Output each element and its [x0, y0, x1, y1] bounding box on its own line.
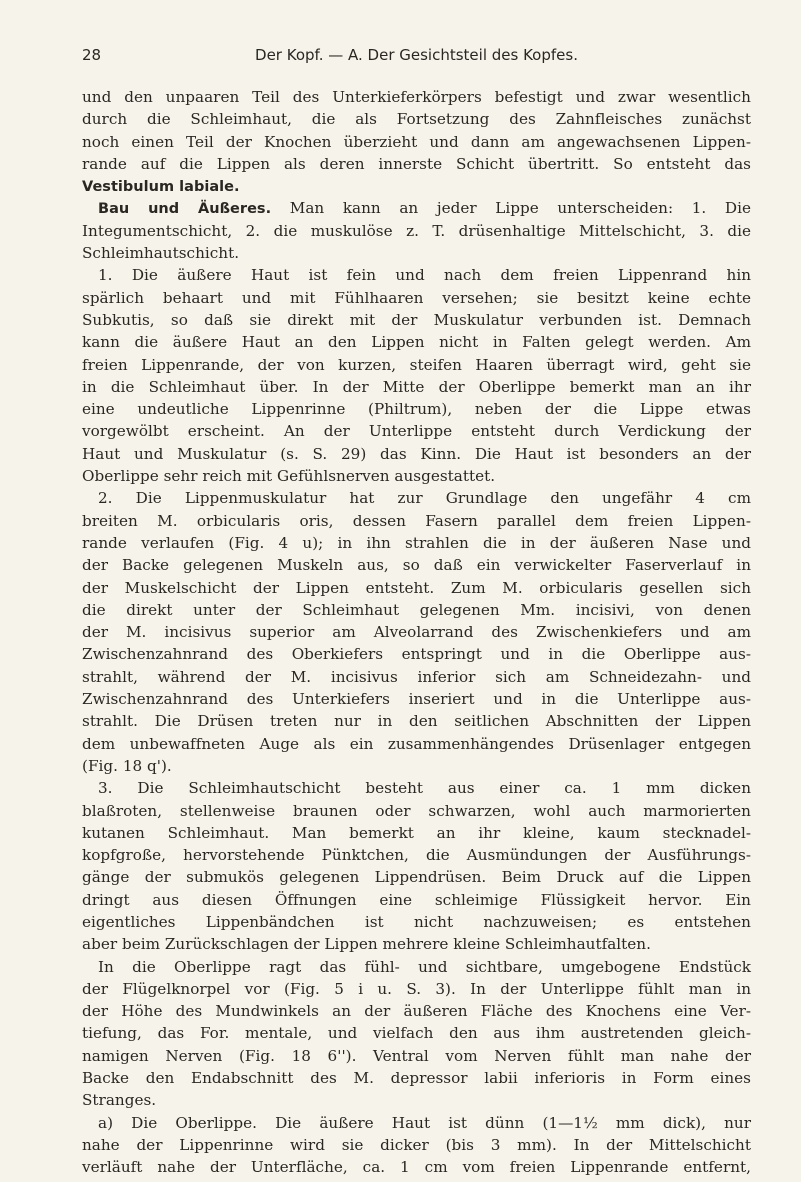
text-line: kutanen Schleimhaut. Man bemerkt an ihr kleine, kaum stecknadel- — [82, 823, 751, 842]
text-line: 2. Die Lippenmuskulatur hat zur Grundlage den ungefähr 4 cm — [98, 489, 751, 508]
text-line: Integumentschicht, 2. die muskulöse z. T. drüsenhaltige Mittelschicht, 3. die — [82, 221, 751, 240]
text-line: spärlich behaart und mit Fühlhaaren versehen; sie besitzt keine echte — [82, 288, 751, 307]
text-line: eigentliches Lippenbändchen ist nicht nachzuweisen; es entstehen — [82, 912, 751, 931]
text-line: der Höhe des Mundwinkels an der äußeren Fläche des Knochens eine Ver- — [82, 1002, 751, 1021]
text-line: Vestibulum labiale. — [82, 179, 240, 196]
text-line: freien Lippenrande, der von kurzen, steifen Haaren überragt wird, geht sie — [82, 355, 751, 374]
text-line: rande auf die Lippen als deren innerste Schicht übertritt. So entsteht das — [82, 154, 751, 173]
running-head — [82, 46, 751, 74]
text-line: in die Schleimhaut über. In der Mitte der Oberlippe bemerkt man an ihr — [82, 377, 751, 396]
text-line: aber beim Zurückschlagen der Lippen mehrere kleine Schleimhautfalten. — [82, 935, 651, 954]
text-line: gänge der submukös gelegenen Lippendrüsen. Beim Druck auf die Lippen — [82, 868, 751, 887]
text-line: dringt aus diesen Öffnungen eine schleimige Flüssigkeit hervor. Ein — [82, 890, 751, 909]
text-line: rande verlaufen (Fig. 4 u); in ihn strahlen die in der äußeren Nase und — [82, 533, 751, 552]
text-line: Oberlippe sehr reich mit Gefühlsnerven ausgestattet. — [82, 467, 496, 486]
text-line: Zwischenzahnrand des Unterkiefers inseriert und in die Unterlippe aus- — [82, 690, 751, 709]
text-line: a) Die Oberlippe. Die äußere Haut ist dünn (1—1½ mm dick), nur — [98, 1113, 751, 1132]
text-line: noch einen Teil der Knochen überzieht und dann am angewachsenen Lippen- — [82, 132, 751, 151]
text-line: In die Oberlippe ragt das fühl- und sichtbare, umgebogene Endstück — [98, 957, 751, 976]
text-line: Zwischenzahnrand des Oberkiefers entspringt und in die Oberlippe aus- — [82, 645, 751, 664]
text-line: 3. Die Schleimhautschicht besteht aus einer ca. 1 mm dicken — [98, 779, 751, 798]
text-line: breiten M. orbicularis oris, dessen Fasern parallel dem freien Lippen- — [82, 511, 751, 530]
text-line: und den unpaaren Teil des Unterkieferkörpers befestigt und zwar wesentlich — [82, 88, 751, 106]
text-line: strahlt, während der M. incisivus inferior sich am Schneidezahn- und — [82, 667, 751, 686]
text-line: vorgewölbt erscheint. An der Unterlippe entsteht durch Verdickung der — [82, 422, 751, 441]
text-line: kopfgroße, hervorstehende Pünktchen, die Ausmündungen der Ausführungs- — [82, 846, 751, 865]
text-line: Backe den Endabschnitt des M. depressor labii inferioris in Form eines — [82, 1069, 751, 1088]
text-line: namigen Nerven (Fig. 18 6''). Ventral vom Nerven fühlt man nahe der — [82, 1046, 751, 1065]
text-line: strahlt. Die Drüsen treten nur in den seitlichen Abschnitten der Lippen — [82, 712, 751, 731]
text-line: die direkt unter der Schleimhaut gelegenen Mm. incisivi, von denen — [82, 600, 751, 619]
text-line: eine undeutliche Lippenrinne (Philtrum), neben der die Lippe etwas — [82, 400, 751, 419]
text-line: 1. Die äußere Haut ist fein und nach dem freien Lippenrand hin — [98, 266, 751, 285]
text-line: der Backe gelegenen Muskeln aus, so daß ein verwickelter Faserverlauf in — [82, 556, 751, 575]
text-line: Schleimhautschicht. — [82, 244, 240, 263]
text-line: kann die äußere Haut an den Lippen nicht in Falten gelegt werden. Am — [82, 333, 751, 352]
text-line: durch die Schleimhaut, die als Fortsetzung des Zahnfleisches zunächst — [82, 110, 751, 129]
text-line: Subkutis, so daß sie direkt mit der Muskulatur verbunden ist. Demnach — [82, 310, 751, 329]
text-line: dem unbewaffneten Auge als ein zusammenhängendes Drüsenlager entgegen — [82, 734, 751, 753]
text-line: der M. incisivus superior am Alveolarrand des Zwischenkiefers und am — [82, 623, 751, 642]
body-text — [82, 86, 751, 1179]
text-line: (Fig. 18 q'). — [82, 756, 172, 775]
text-line: Haut und Muskulatur (s. S. 29) das Kinn. Die Haut ist besonders an der — [82, 444, 751, 463]
running-head-title: Der Kopf. — A. Der Gesichtsteil des Kopfes. — [255, 46, 578, 64]
page-number: 28 — [82, 46, 102, 64]
text-line: blaßroten, stellenweise braunen oder schwarzen, wohl auch marmorierten — [82, 801, 751, 820]
text-line: Stranges. — [82, 1091, 157, 1110]
text-line: der Flügelknorpel vor (Fig. 5 i u. S. 3). In der Unterlippe fühlt man in — [82, 979, 751, 998]
text-line: der Muskelschicht der Lippen entsteht. Zum M. orbicularis gesellen sich — [82, 578, 751, 597]
text-line: nahe der Lippenrinne wird sie dicker (bis 3 mm). In der Mittelschicht — [82, 1135, 751, 1154]
text-line: Bau und Äußeres. Man kann an jeder Lippe unterscheiden: 1. Die — [98, 199, 751, 218]
text-line: verläuft nahe der Unterfläche, ca. 1 cm vom freien Lippenrande entfernt, — [82, 1158, 751, 1177]
text-line: tiefung, das For. mentale, und vielfach den aus ihm austretenden gleich- — [82, 1024, 751, 1043]
